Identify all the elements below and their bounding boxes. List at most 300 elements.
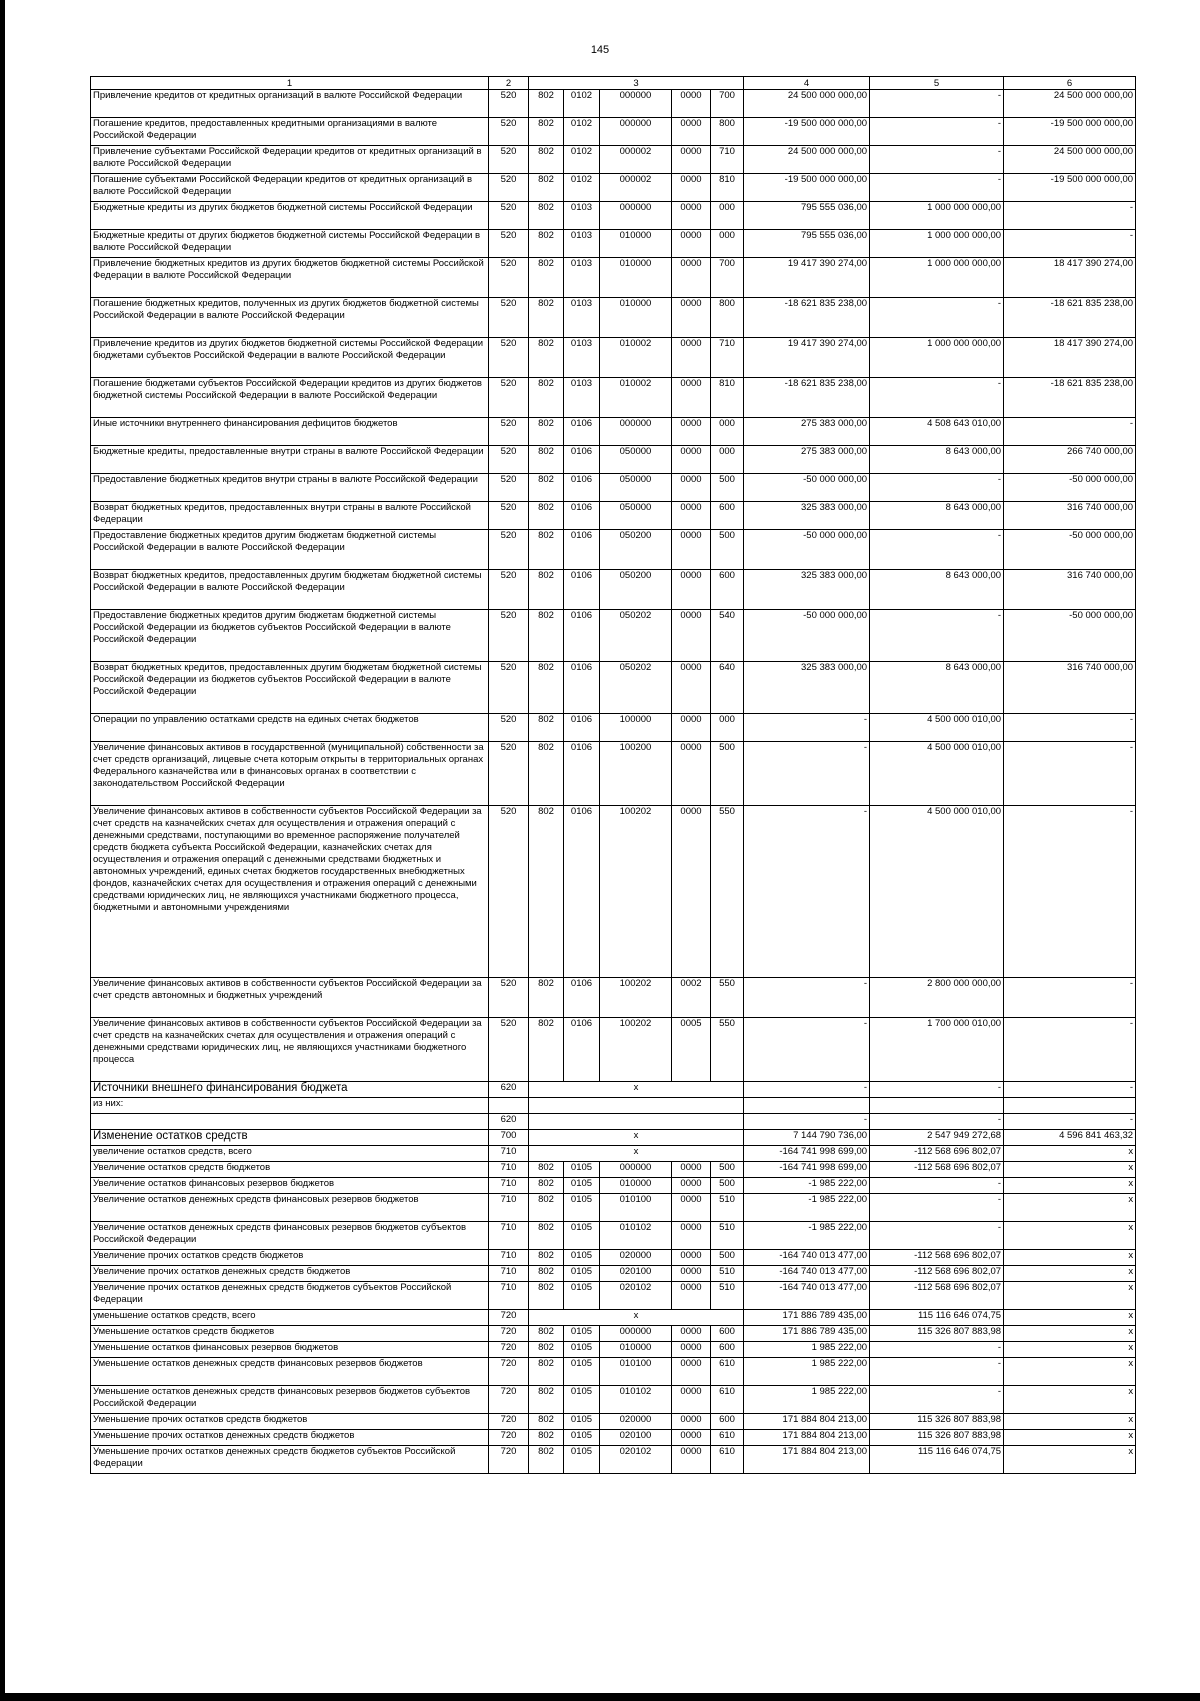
row-code: 710 bbox=[489, 1266, 529, 1282]
row-code-part: 0005 bbox=[672, 1018, 711, 1082]
row-code-part: 600 bbox=[711, 502, 744, 530]
row-value-col4: 171 884 804 213,00 bbox=[744, 1414, 870, 1430]
row-code-part: 0000 bbox=[672, 1162, 711, 1178]
row-value-col5: 115 326 807 883,98 bbox=[870, 1414, 1004, 1430]
row-value-col5: -112 568 696 802,07 bbox=[870, 1266, 1004, 1282]
row-code-part: 802 bbox=[529, 174, 564, 202]
row-code-part: 000000 bbox=[600, 118, 672, 146]
table-row bbox=[91, 118, 1136, 146]
row-code-part: 0105 bbox=[564, 1414, 600, 1430]
page-number: 145 bbox=[590, 44, 610, 56]
row-code-part: 500 bbox=[711, 742, 744, 806]
row-value-col6: -50 000 000,00 bbox=[1004, 530, 1136, 570]
row-code-part: 0102 bbox=[564, 118, 600, 146]
row-name: Увеличение остатков средств бюджетов bbox=[91, 1162, 489, 1178]
row-code-part: 550 bbox=[711, 978, 744, 1018]
row-code: 620 bbox=[489, 1114, 529, 1130]
table-row bbox=[91, 714, 1136, 742]
row-code-part: 0000 bbox=[672, 474, 711, 502]
table-row bbox=[91, 1310, 1136, 1326]
row-value-col5: 4 500 000 010,00 bbox=[870, 714, 1004, 742]
table-row bbox=[91, 338, 1136, 378]
row-code-part: 010000 bbox=[600, 258, 672, 298]
row-value-col4: 24 500 000 000,00 bbox=[744, 90, 870, 118]
row-name: Увеличение финансовых активов в собственности субъектов Российской Федерации за счет средств на казначейских счетах для осуществления и отражения операций с денежными средствами, поступающими во временное распоряжение получателей средств бюджета субъекта Российской Федерации, казначейских счетах для осуществления и отражения операций с денежными средствами бюджетных и автономных учреждений, единых счетах бюджетов государственных внебюджетных фондов, казначейских счетах для осуществления и отражения операций с денежными средствами юридических лиц, не являющихся участниками бюджетного процесса, бюджетными и автономными учреждениями bbox=[91, 806, 489, 978]
row-value-col5: 4 508 643 010,00 bbox=[870, 418, 1004, 446]
row-code: 720 bbox=[489, 1386, 529, 1414]
row-name: Операции по управлению остатками средств на единых счетах бюджетов bbox=[91, 714, 489, 742]
row-value-col5: 1 000 000 000,00 bbox=[870, 258, 1004, 298]
row-value-col5: - bbox=[870, 1194, 1004, 1222]
row-code: 520 bbox=[489, 258, 529, 298]
row-code-x bbox=[529, 1114, 744, 1130]
row-value-col4: 24 500 000 000,00 bbox=[744, 146, 870, 174]
row-code-part: 020000 bbox=[600, 1250, 672, 1266]
row-name: Увеличение прочих остатков денежных средств бюджетов bbox=[91, 1266, 489, 1282]
row-value-col6: - bbox=[1004, 742, 1136, 806]
row-code-part: 802 bbox=[529, 202, 564, 230]
row-name: Бюджетные кредиты от других бюджетов бюджетной системы Российской Федерации в валюте Российской Федерации bbox=[91, 230, 489, 258]
table-row bbox=[91, 202, 1136, 230]
table-row bbox=[91, 1178, 1136, 1194]
table-row bbox=[91, 1326, 1136, 1342]
table-row bbox=[91, 1194, 1136, 1222]
table-row bbox=[91, 174, 1136, 202]
row-code-part: 0000 bbox=[672, 230, 711, 258]
row-name: Предоставление бюджетных кредитов внутри страны в валюте Российской Федерации bbox=[91, 474, 489, 502]
row-code-part: 0102 bbox=[564, 146, 600, 174]
row-value-col6: x bbox=[1004, 1342, 1136, 1358]
row-value-col5: -112 568 696 802,07 bbox=[870, 1146, 1004, 1162]
row-code-part: 020000 bbox=[600, 1414, 672, 1430]
row-code-part: 000 bbox=[711, 418, 744, 446]
row-code-part: 0103 bbox=[564, 338, 600, 378]
row-code: 520 bbox=[489, 418, 529, 446]
row-value-col6: x bbox=[1004, 1386, 1136, 1414]
row-value-col6: -50 000 000,00 bbox=[1004, 474, 1136, 502]
row-code-part: 0105 bbox=[564, 1430, 600, 1446]
row-name: Погашение кредитов, предоставленных кредитными организациями в валюте Российской Федерации bbox=[91, 118, 489, 146]
row-code-part: 500 bbox=[711, 1178, 744, 1194]
row-code: 520 bbox=[489, 146, 529, 174]
row-value-col5: - bbox=[870, 1114, 1004, 1130]
row-value-col4: -164 741 998 699,00 bbox=[744, 1162, 870, 1178]
row-value-col5: - bbox=[870, 90, 1004, 118]
row-value-col5: 2 547 949 272,68 bbox=[870, 1130, 1004, 1146]
row-code-x: x bbox=[529, 1082, 744, 1098]
table-header-row bbox=[91, 77, 1136, 90]
row-code-part: 0000 bbox=[672, 1222, 711, 1250]
row-value-col4: 19 417 390 274,00 bbox=[744, 338, 870, 378]
row-name: Увеличение прочих остатков денежных средств бюджетов субъектов Российской Федерации bbox=[91, 1282, 489, 1310]
row-name: Иные источники внутреннего финансирования дефицитов бюджетов bbox=[91, 418, 489, 446]
row-code-part: 0106 bbox=[564, 742, 600, 806]
row-code-part: 802 bbox=[529, 978, 564, 1018]
row-code-part: 510 bbox=[711, 1266, 744, 1282]
row-name: Возврат бюджетных кредитов, предоставленных другим бюджетам бюджетной системы Российской Федерации из бюджетов субъектов Российской Федерации в валюте Российской Федерации bbox=[91, 662, 489, 714]
row-value-col6: -19 500 000 000,00 bbox=[1004, 118, 1136, 146]
row-name: Увеличение финансовых активов в государственной (муниципальной) собственности за счет средств организаций, лицевые счета которым открыты в территориальных органах Федерального казначейства или в финансовых органах в соответствии с законодательством Российской Федерации bbox=[91, 742, 489, 806]
row-value-col5: 1 000 000 000,00 bbox=[870, 230, 1004, 258]
row-code-part: 000000 bbox=[600, 1326, 672, 1342]
row-code-part: 000000 bbox=[600, 90, 672, 118]
row-code: 710 bbox=[489, 1250, 529, 1266]
row-code-part: 0106 bbox=[564, 714, 600, 742]
row-code-part: 010000 bbox=[600, 298, 672, 338]
row-value-col4: -19 500 000 000,00 bbox=[744, 174, 870, 202]
row-code-part: 020100 bbox=[600, 1266, 672, 1282]
column-header: 1 bbox=[91, 77, 489, 90]
row-name: Бюджетные кредиты из других бюджетов бюджетной системы Российской Федерации bbox=[91, 202, 489, 230]
row-name: Уменьшение остатков денежных средств финансовых резервов бюджетов субъектов Российской Федерации bbox=[91, 1386, 489, 1414]
row-code-part: 0000 bbox=[672, 298, 711, 338]
row-value-col5: - bbox=[870, 1386, 1004, 1414]
row-code: 720 bbox=[489, 1310, 529, 1326]
row-code-part: 0103 bbox=[564, 202, 600, 230]
table-row bbox=[91, 474, 1136, 502]
row-code-part: 010002 bbox=[600, 378, 672, 418]
table-row bbox=[91, 1162, 1136, 1178]
row-code: 520 bbox=[489, 610, 529, 662]
row-code-part: 600 bbox=[711, 1342, 744, 1358]
row-name bbox=[91, 1114, 489, 1130]
row-code-part: 0102 bbox=[564, 90, 600, 118]
row-code-part: 000 bbox=[711, 714, 744, 742]
row-code-part: 100202 bbox=[600, 978, 672, 1018]
row-value-col6: 266 740 000,00 bbox=[1004, 446, 1136, 474]
row-code-part: 050000 bbox=[600, 474, 672, 502]
row-value-col5: - bbox=[870, 474, 1004, 502]
row-value-col4: 795 555 036,00 bbox=[744, 202, 870, 230]
row-code-part: 0106 bbox=[564, 474, 600, 502]
table-row bbox=[91, 742, 1136, 806]
row-code-part: 500 bbox=[711, 474, 744, 502]
row-code-part: 050202 bbox=[600, 662, 672, 714]
row-name: Уменьшение остатков средств бюджетов bbox=[91, 1326, 489, 1342]
row-code-part: 020100 bbox=[600, 1430, 672, 1446]
row-code-part: 802 bbox=[529, 474, 564, 502]
row-value-col4: -164 741 998 699,00 bbox=[744, 1146, 870, 1162]
row-name: Привлечение бюджетных кредитов из других бюджетов бюджетной системы Российской Федерации в валюте Российской Федерации bbox=[91, 258, 489, 298]
row-code-part: 0000 bbox=[672, 1282, 711, 1310]
row-code-part: 802 bbox=[529, 230, 564, 258]
row-value-col4: 1 985 222,00 bbox=[744, 1342, 870, 1358]
row-code-part: 510 bbox=[711, 1282, 744, 1310]
row-code-part: 802 bbox=[529, 1342, 564, 1358]
row-code: 520 bbox=[489, 530, 529, 570]
row-code-x: x bbox=[529, 1146, 744, 1162]
row-code-part: 0000 bbox=[672, 662, 711, 714]
row-value-col4: -164 740 013 477,00 bbox=[744, 1282, 870, 1310]
row-code-part: 100000 bbox=[600, 714, 672, 742]
row-value-col5: 4 500 000 010,00 bbox=[870, 742, 1004, 806]
row-code-part: 802 bbox=[529, 338, 564, 378]
row-code-part: 0000 bbox=[672, 1326, 711, 1342]
row-value-col6: - bbox=[1004, 714, 1136, 742]
row-code: 520 bbox=[489, 90, 529, 118]
row-code: 710 bbox=[489, 1162, 529, 1178]
row-value-col6: x bbox=[1004, 1266, 1136, 1282]
row-value-col5: -112 568 696 802,07 bbox=[870, 1250, 1004, 1266]
row-code-part: 0105 bbox=[564, 1282, 600, 1310]
row-code-part: 802 bbox=[529, 1018, 564, 1082]
row-code-part: 0000 bbox=[672, 1430, 711, 1446]
row-code-part: 802 bbox=[529, 570, 564, 610]
row-value-col5: - bbox=[870, 1178, 1004, 1194]
row-code: 520 bbox=[489, 174, 529, 202]
row-code-part: 0000 bbox=[672, 1386, 711, 1414]
row-value-col5: 1 000 000 000,00 bbox=[870, 338, 1004, 378]
table-row bbox=[91, 418, 1136, 446]
scan-left-edge bbox=[0, 0, 5, 1701]
row-code-part: 800 bbox=[711, 298, 744, 338]
row-code-part: 0103 bbox=[564, 258, 600, 298]
row-code: 520 bbox=[489, 298, 529, 338]
row-value-col5: 8 643 000,00 bbox=[870, 662, 1004, 714]
row-code-part: 0106 bbox=[564, 570, 600, 610]
table-row bbox=[91, 298, 1136, 338]
row-code-part: 610 bbox=[711, 1446, 744, 1474]
row-code-part: 0105 bbox=[564, 1250, 600, 1266]
row-code-part: 0000 bbox=[672, 1178, 711, 1194]
row-code-part: 0000 bbox=[672, 742, 711, 806]
table-row bbox=[91, 530, 1136, 570]
row-code: 710 bbox=[489, 1282, 529, 1310]
row-code-part: 710 bbox=[711, 338, 744, 378]
row-code-part: 0000 bbox=[672, 90, 711, 118]
row-value-col4: 19 417 390 274,00 bbox=[744, 258, 870, 298]
table-row bbox=[91, 230, 1136, 258]
row-value-col4: - bbox=[744, 978, 870, 1018]
row-code bbox=[489, 1098, 529, 1114]
table-row bbox=[91, 90, 1136, 118]
row-code: 720 bbox=[489, 1342, 529, 1358]
row-code-part: 0000 bbox=[672, 502, 711, 530]
row-name: уменьшение остатков средств, всего bbox=[91, 1310, 489, 1326]
row-code-part: 000 bbox=[711, 202, 744, 230]
row-code-part: 800 bbox=[711, 118, 744, 146]
row-name: Предоставление бюджетных кредитов другим бюджетам бюджетной системы Российской Федерации в валюте Российской Федерации bbox=[91, 530, 489, 570]
column-header: 6 bbox=[1004, 77, 1136, 90]
row-value-col4: -18 621 835 238,00 bbox=[744, 298, 870, 338]
row-value-col6: x bbox=[1004, 1282, 1136, 1310]
row-value-col6: 4 596 841 463,32 bbox=[1004, 1130, 1136, 1146]
row-code: 520 bbox=[489, 118, 529, 146]
table-row bbox=[91, 1250, 1136, 1266]
row-code-part: 0105 bbox=[564, 1446, 600, 1474]
table-row bbox=[91, 1282, 1136, 1310]
row-name: Увеличение остатков финансовых резервов бюджетов bbox=[91, 1178, 489, 1194]
row-code-x bbox=[529, 1098, 744, 1114]
row-code-part: 610 bbox=[711, 1386, 744, 1414]
row-code-part: 050200 bbox=[600, 570, 672, 610]
row-value-col4: 1 985 222,00 bbox=[744, 1386, 870, 1414]
row-value-col5: - bbox=[870, 298, 1004, 338]
row-code-part: 020102 bbox=[600, 1446, 672, 1474]
table-row bbox=[91, 1114, 1136, 1130]
row-value-col6: x bbox=[1004, 1430, 1136, 1446]
row-code-part: 000000 bbox=[600, 418, 672, 446]
row-name: Увеличение остатков денежных средств финансовых резервов бюджетов субъектов Российской Федерации bbox=[91, 1222, 489, 1250]
row-value-col6: 316 740 000,00 bbox=[1004, 502, 1136, 530]
row-code-part: 0000 bbox=[672, 714, 711, 742]
row-value-col6: x bbox=[1004, 1446, 1136, 1474]
row-value-col5: 8 643 000,00 bbox=[870, 502, 1004, 530]
row-value-col5: - bbox=[870, 378, 1004, 418]
row-code-part: 0105 bbox=[564, 1222, 600, 1250]
row-value-col6: x bbox=[1004, 1178, 1136, 1194]
row-value-col6: x bbox=[1004, 1326, 1136, 1342]
row-value-col4: 171 884 804 213,00 bbox=[744, 1446, 870, 1474]
row-code: 720 bbox=[489, 1446, 529, 1474]
row-code-part: 0105 bbox=[564, 1342, 600, 1358]
row-code-part: 500 bbox=[711, 530, 744, 570]
row-code-part: 810 bbox=[711, 174, 744, 202]
table-row bbox=[91, 570, 1136, 610]
row-code-part: 700 bbox=[711, 258, 744, 298]
table-row bbox=[91, 1342, 1136, 1358]
row-code-part: 0103 bbox=[564, 298, 600, 338]
row-code-part: 802 bbox=[529, 714, 564, 742]
row-value-col5: -112 568 696 802,07 bbox=[870, 1162, 1004, 1178]
row-name: Уменьшение остатков денежных средств финансовых резервов бюджетов bbox=[91, 1358, 489, 1386]
row-value-col4: 275 383 000,00 bbox=[744, 418, 870, 446]
row-name: Привлечение кредитов от кредитных организаций в валюте Российской Федерации bbox=[91, 90, 489, 118]
row-value-col4: -19 500 000 000,00 bbox=[744, 118, 870, 146]
row-value-col6: x bbox=[1004, 1414, 1136, 1430]
table-row bbox=[91, 1266, 1136, 1282]
row-code-part: 010000 bbox=[600, 1342, 672, 1358]
row-value-col5: 115 326 807 883,98 bbox=[870, 1326, 1004, 1342]
row-code: 710 bbox=[489, 1194, 529, 1222]
row-code-part: 802 bbox=[529, 502, 564, 530]
row-value-col4: 171 886 789 435,00 bbox=[744, 1326, 870, 1342]
table-row bbox=[91, 1222, 1136, 1250]
row-code-part: 0000 bbox=[672, 1194, 711, 1222]
row-code: 520 bbox=[489, 1018, 529, 1082]
row-code-part: 0105 bbox=[564, 1386, 600, 1414]
row-value-col5: - bbox=[870, 530, 1004, 570]
row-code-part: 600 bbox=[711, 570, 744, 610]
table-row bbox=[91, 1130, 1136, 1146]
row-value-col6: 316 740 000,00 bbox=[1004, 662, 1136, 714]
row-code-part: 802 bbox=[529, 446, 564, 474]
table-row bbox=[91, 610, 1136, 662]
row-value-col5: - bbox=[870, 1222, 1004, 1250]
row-code-part: 510 bbox=[711, 1194, 744, 1222]
row-code-part: 0106 bbox=[564, 662, 600, 714]
row-value-col6: - bbox=[1004, 806, 1136, 978]
row-value-col6: - bbox=[1004, 418, 1136, 446]
row-value-col4: - bbox=[744, 1018, 870, 1082]
table-row bbox=[91, 1146, 1136, 1162]
row-code-part: 802 bbox=[529, 1414, 564, 1430]
row-value-col4: -1 985 222,00 bbox=[744, 1194, 870, 1222]
row-code: 710 bbox=[489, 1146, 529, 1162]
row-code-part: 802 bbox=[529, 298, 564, 338]
row-code-part: 000 bbox=[711, 230, 744, 258]
row-value-col6: - bbox=[1004, 202, 1136, 230]
row-code-part: 0000 bbox=[672, 202, 711, 230]
table-row bbox=[91, 446, 1136, 474]
column-header: 3 bbox=[529, 77, 744, 90]
row-name: Предоставление бюджетных кредитов другим бюджетам бюджетной системы Российской Федерации из бюджетов субъектов Российской Федерации в валюте Российской Федерации bbox=[91, 610, 489, 662]
table-row bbox=[91, 978, 1136, 1018]
row-name: Привлечение кредитов из других бюджетов бюджетной системы Российской Федерации бюджетами субъектов Российской Федерации в валюте Российской Федерации bbox=[91, 338, 489, 378]
row-code: 720 bbox=[489, 1430, 529, 1446]
row-value-col6 bbox=[1004, 1098, 1136, 1114]
table-row bbox=[91, 662, 1136, 714]
row-code-part: 802 bbox=[529, 1178, 564, 1194]
row-value-col4: 1 985 222,00 bbox=[744, 1358, 870, 1386]
row-code-part: 802 bbox=[529, 378, 564, 418]
row-code-part: 0000 bbox=[672, 1446, 711, 1474]
row-name: Возврат бюджетных кредитов, предоставленных внутри страны в валюте Российской Федерации bbox=[91, 502, 489, 530]
row-code-part: 000000 bbox=[600, 1162, 672, 1178]
row-value-col4: 7 144 790 736,00 bbox=[744, 1130, 870, 1146]
column-header: 4 bbox=[744, 77, 870, 90]
row-name: Погашение бюджетами субъектов Российской Федерации кредитов из других бюджетов бюджетной системы Российской Федерации в валюте Российской Федерации bbox=[91, 378, 489, 418]
row-value-col5: - bbox=[870, 610, 1004, 662]
table-row bbox=[91, 1358, 1136, 1386]
table-row bbox=[91, 258, 1136, 298]
row-value-col4: -50 000 000,00 bbox=[744, 530, 870, 570]
row-name: Увеличение финансовых активов в собственности субъектов Российской Федерации за счет средств автономных и бюджетных учреждений bbox=[91, 978, 489, 1018]
row-code: 520 bbox=[489, 806, 529, 978]
row-code-part: 0000 bbox=[672, 610, 711, 662]
row-value-col4: -164 740 013 477,00 bbox=[744, 1266, 870, 1282]
row-code: 520 bbox=[489, 714, 529, 742]
row-code-part: 010100 bbox=[600, 1194, 672, 1222]
row-code-x: x bbox=[529, 1310, 744, 1326]
row-value-col4: 171 884 804 213,00 bbox=[744, 1430, 870, 1446]
row-value-col5 bbox=[870, 1098, 1004, 1114]
row-code-part: 010000 bbox=[600, 230, 672, 258]
row-code-part: 802 bbox=[529, 806, 564, 978]
row-name: Источники внешнего финансирования бюджета bbox=[91, 1082, 489, 1098]
row-value-col5: 8 643 000,00 bbox=[870, 570, 1004, 610]
row-code-part: 610 bbox=[711, 1430, 744, 1446]
row-value-col5: 115 116 646 074,75 bbox=[870, 1446, 1004, 1474]
row-code-part: 0000 bbox=[672, 1414, 711, 1430]
table-row bbox=[91, 806, 1136, 978]
row-code-part: 802 bbox=[529, 742, 564, 806]
row-value-col4: - bbox=[744, 714, 870, 742]
row-code-part: 700 bbox=[711, 90, 744, 118]
row-value-col6: x bbox=[1004, 1250, 1136, 1266]
row-value-col6: - bbox=[1004, 1114, 1136, 1130]
row-code-part: 600 bbox=[711, 1326, 744, 1342]
row-value-col6: x bbox=[1004, 1358, 1136, 1386]
column-header: 2 bbox=[489, 77, 529, 90]
row-name: Погашение бюджетных кредитов, полученных из других бюджетов бюджетной системы Российской Федерации в валюте Российской Федерации bbox=[91, 298, 489, 338]
row-code: 620 bbox=[489, 1082, 529, 1098]
row-value-col6: 24 500 000 000,00 bbox=[1004, 90, 1136, 118]
row-code-part: 0105 bbox=[564, 1266, 600, 1282]
row-code-x: x bbox=[529, 1130, 744, 1146]
row-code-part: 000002 bbox=[600, 146, 672, 174]
row-code-part: 802 bbox=[529, 1194, 564, 1222]
row-value-col4: -164 740 013 477,00 bbox=[744, 1250, 870, 1266]
row-value-col5: 115 326 807 883,98 bbox=[870, 1430, 1004, 1446]
row-code-part: 500 bbox=[711, 1250, 744, 1266]
row-value-col4: 795 555 036,00 bbox=[744, 230, 870, 258]
row-code-part: 0102 bbox=[564, 174, 600, 202]
row-code-part: 802 bbox=[529, 1250, 564, 1266]
row-value-col5: 8 643 000,00 bbox=[870, 446, 1004, 474]
row-code-part: 802 bbox=[529, 1282, 564, 1310]
row-value-col5: 1 700 000 010,00 bbox=[870, 1018, 1004, 1082]
